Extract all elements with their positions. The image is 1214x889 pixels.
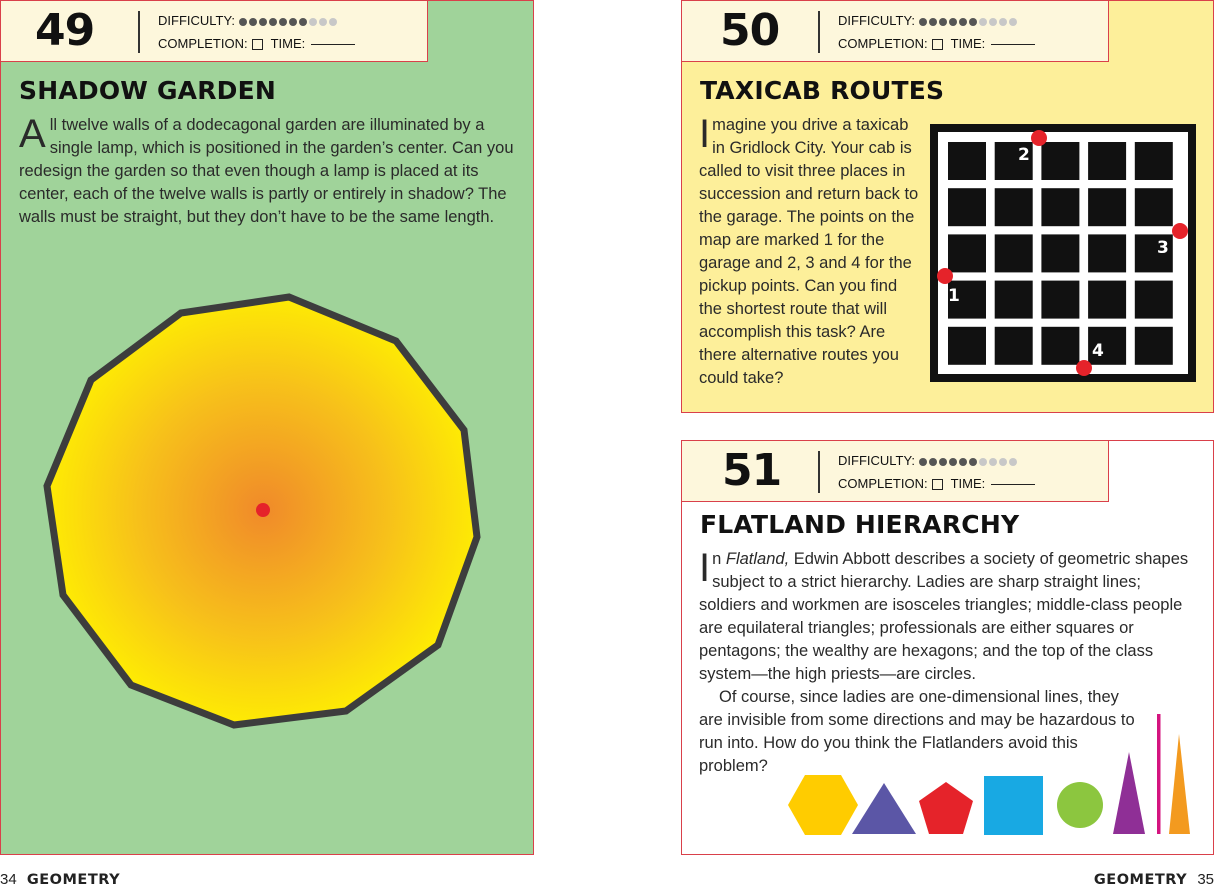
point-2-marker: [1031, 130, 1047, 146]
difficulty-dot: [969, 18, 977, 26]
puzzle-number: 49: [35, 5, 95, 56]
puzzle-meta: [838, 10, 1035, 55]
point-3-marker: [1172, 223, 1188, 239]
difficulty-dots: [919, 11, 1019, 33]
city-blocks: [948, 142, 1173, 365]
taxicab-grid-map: [930, 124, 1196, 382]
puzzle-meta: [838, 450, 1035, 495]
puzzle-50-header: [681, 0, 1109, 62]
city-block: [995, 188, 1033, 226]
difficulty-dot: [939, 458, 947, 466]
city-block: [948, 234, 986, 272]
time-label: TIME:: [270, 35, 306, 51]
puzzle-title: TAXICAB ROUTES: [700, 76, 945, 105]
section-name-left: GEOMETRY: [26, 872, 121, 888]
page-number-left: 34: [0, 871, 17, 888]
city-block: [1088, 234, 1126, 272]
difficulty-dots: [919, 451, 1019, 473]
city-block: [995, 234, 1033, 272]
city-block: [995, 327, 1033, 365]
point-2-label: 2: [1018, 145, 1030, 165]
puzzle-text-body-2: Of course, since ladies are one-dimensional lines, they are invisible from some directions and may be hazardous to run into. How do you think the Flatlanders avoid this problem?: [699, 688, 1135, 775]
city-block: [1135, 142, 1173, 180]
puzzle-text-intro: n: [712, 550, 726, 568]
puzzle-number: 50: [720, 5, 780, 56]
book-title: Flatland,: [725, 550, 790, 568]
difficulty-dot: [919, 18, 927, 26]
circle-shape: [1057, 782, 1103, 828]
drop-cap: A: [19, 112, 46, 156]
difficulty-dot: [929, 18, 937, 26]
city-block: [1088, 142, 1126, 180]
point-3-label: 3: [1157, 238, 1169, 258]
difficulty-dot: [989, 458, 997, 466]
point-4-label: 4: [1092, 341, 1104, 361]
puzzle-text-body: magine you drive a taxicab in Gridlock City. Your cab is called to visit three places in succession and return back to the garage. The points on the map are marked 1 for the garage and 2, 3 and 4 for the pickup points. Can you find the shortest route that will accomplish this task? Are there alternative routes you could take?: [699, 116, 919, 387]
header-divider: [818, 11, 820, 53]
difficulty-dot: [969, 458, 977, 466]
difficulty-dot: [929, 458, 937, 466]
square-shape: [984, 776, 1043, 835]
city-block: [948, 142, 986, 180]
difficulty-dot: [939, 18, 947, 26]
footer-right: [1094, 871, 1214, 888]
point-1-label: 1: [948, 286, 960, 306]
completion-checkbox-icon[interactable]: [932, 479, 943, 490]
puzzle-text: [699, 548, 1199, 686]
puzzle-text-body: ll twelve walls of a dodecagonal garden are illuminated by a single lamp, which is positioned in the garden’s center. Can you redesign the garden so that even though a lamp is placed at its center, each of the twelve walls is partly or entirely in shadow? The walls must be straight, but they don’t have to be the same length.: [19, 116, 514, 226]
pentagon-shape: [919, 782, 973, 834]
flatland-shapes-illustration: [780, 705, 1200, 845]
difficulty-dot: [949, 18, 957, 26]
isosceles-triangle-shape: [1113, 752, 1145, 834]
time-label: TIME:: [950, 475, 986, 491]
dodecagon-garden-illustration: [0, 0, 534, 855]
city-block: [1041, 142, 1079, 180]
city-block: [1135, 188, 1173, 226]
city-block: [1041, 281, 1079, 319]
time-blank: [991, 44, 1035, 45]
city-block: [1041, 327, 1079, 365]
city-block: [948, 327, 986, 365]
puzzle-number: 51: [722, 445, 782, 496]
puzzle-text: [699, 114, 921, 390]
city-block: [1088, 188, 1126, 226]
difficulty-dot: [959, 458, 967, 466]
completion-label: COMPLETION:: [838, 475, 928, 491]
city-block: [1135, 327, 1173, 365]
point-1-marker: [937, 268, 953, 284]
completion-label: COMPLETION:: [158, 35, 248, 51]
puzzle-51-header: [681, 440, 1109, 502]
narrow-triangle-shape: [1169, 734, 1190, 834]
city-block: [948, 188, 986, 226]
difficulty-dot: [999, 458, 1007, 466]
difficulty-label: DIFFICULTY:: [838, 13, 916, 28]
section-name-right: GEOMETRY: [1093, 872, 1188, 888]
equilateral-triangle-shape: [852, 783, 916, 834]
city-block: [1088, 281, 1126, 319]
difficulty-dot: [979, 458, 987, 466]
hexagon-shape: [788, 775, 858, 835]
difficulty-dot: [919, 458, 927, 466]
difficulty-dot: [949, 458, 957, 466]
drop-cap: I: [699, 112, 711, 156]
difficulty-dot: [979, 18, 987, 26]
drop-cap: I: [699, 546, 711, 590]
city-block: [1041, 188, 1079, 226]
page-number-right: 35: [1197, 871, 1214, 888]
point-4-marker: [1076, 360, 1092, 376]
time-blank: [991, 484, 1035, 485]
lamp-dot: [256, 503, 270, 517]
difficulty-label: DIFFICULTY:: [158, 13, 236, 28]
completion-label: COMPLETION:: [838, 35, 928, 51]
difficulty-dot: [959, 18, 967, 26]
line-lady-shape: [1157, 714, 1161, 834]
puzzle-text-body: Edwin Abbott describes a society of geometric shapes subject to a strict hierarchy. Ladies are sharp straight lines; soldiers and workmen are isosceles triangles; middle-class people are equilateral triangles; professionals are either squares or pentagons; the wealthy are hexagons; and the top of the class system—the high priests—are circles.: [699, 550, 1189, 683]
footer-left: [0, 871, 120, 888]
difficulty-label: DIFFICULTY:: [838, 453, 916, 468]
header-divider: [818, 451, 820, 493]
difficulty-dot: [1009, 18, 1017, 26]
difficulty-dot: [999, 18, 1007, 26]
city-block: [1041, 234, 1079, 272]
difficulty-dot: [1009, 458, 1017, 466]
completion-checkbox-icon[interactable]: [932, 39, 943, 50]
city-block: [1135, 281, 1173, 319]
time-label: TIME:: [950, 35, 986, 51]
puzzle-title: SHADOW GARDEN: [19, 76, 277, 105]
puzzle-title: FLATLAND HIERARCHY: [700, 510, 1020, 539]
difficulty-dot: [989, 18, 997, 26]
city-block: [995, 281, 1033, 319]
